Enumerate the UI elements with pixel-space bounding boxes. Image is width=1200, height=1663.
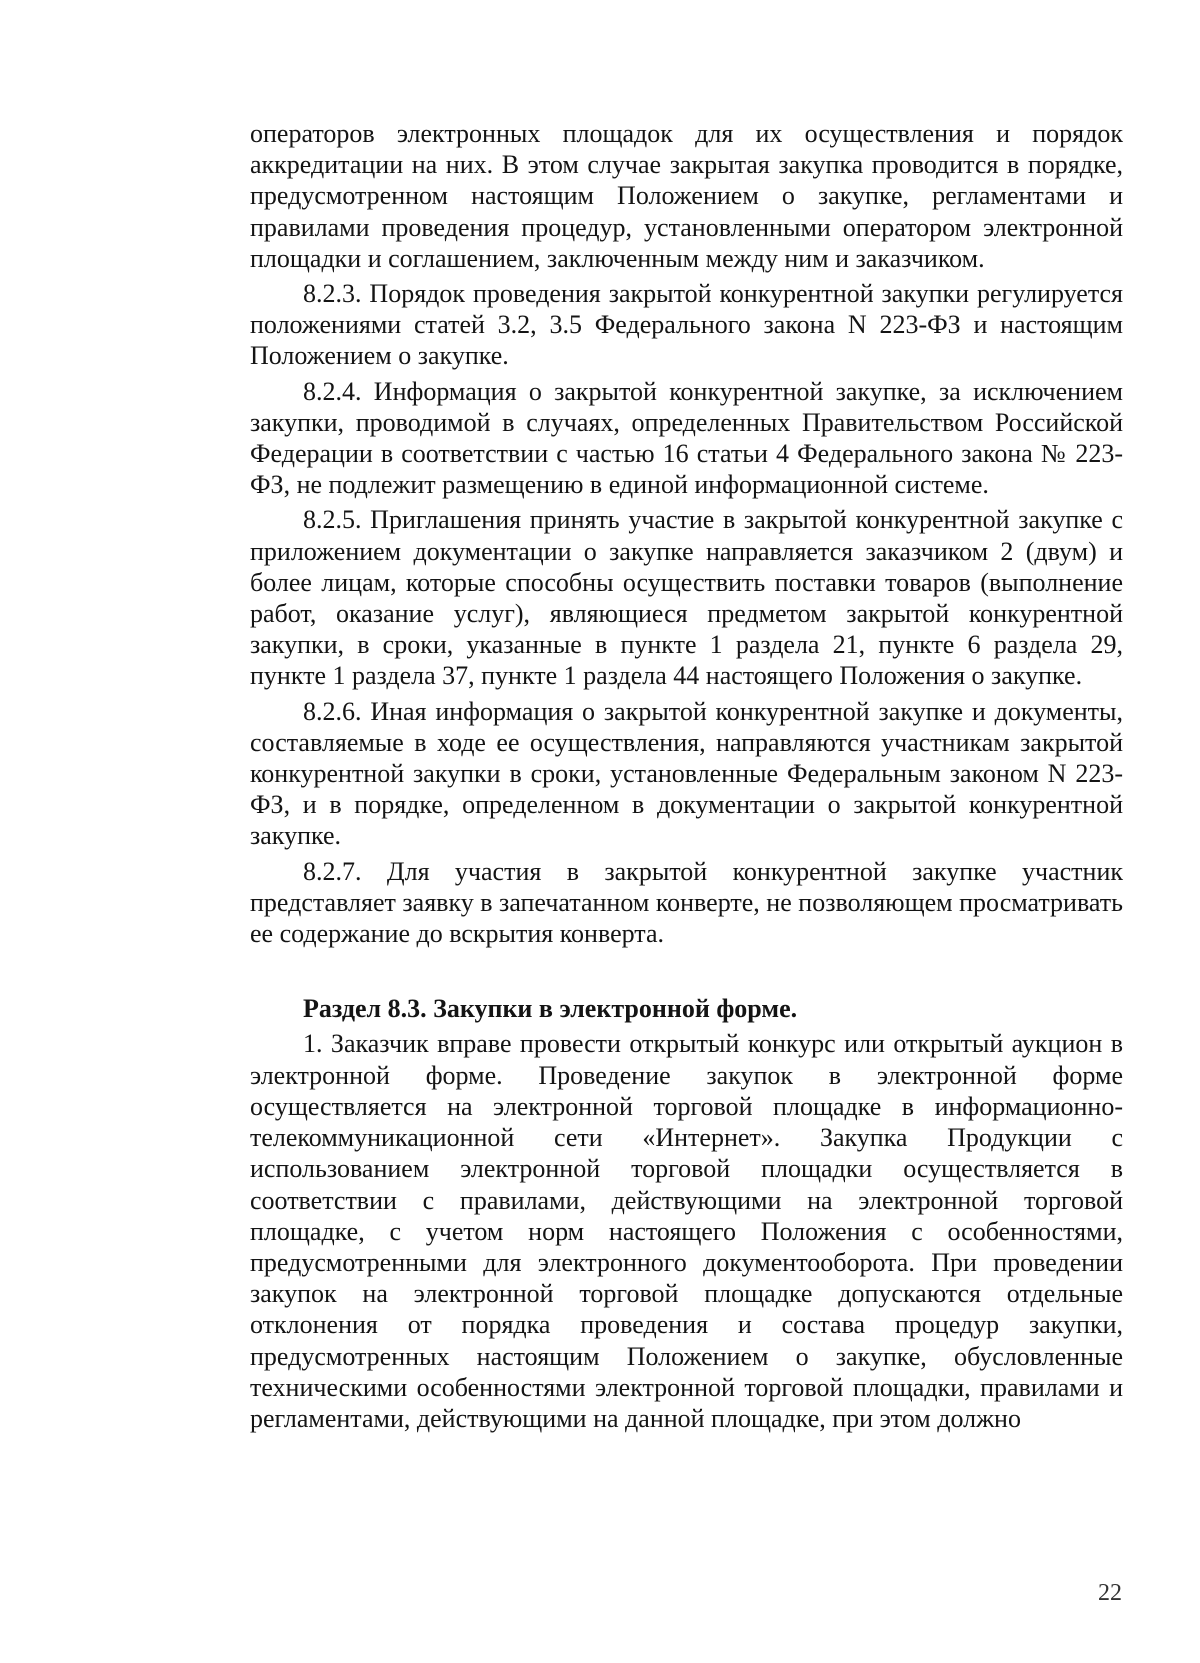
paragraph-8-2-5: 8.2.5. Приглашения принять участие в закрытой конкурентной закупке с приложением документации о закупке направляется заказчиком 2 (двум) и более лицам, которые способны осуществить поставки товаров (выполнение работ, оказание услуг), являющиеся предметом закрытой конкурентной закупки, в сроки, указанные в пункте 1 раздела 21, пункте 6 раздела 29, пункте 1 раздела 37, пункте 1 раздела 44 настоящего Положения о закупке. <box>250 505 1123 691</box>
paragraph-8-2-7: 8.2.7. Для участия в закрытой конкурентной закупке участник представляет заявку в запечатанном конверте, не позволяющем просматривать ее содержание до вскрытия конверта. <box>250 856 1123 949</box>
paragraph-continuation: операторов электронных площадок для их осуществления и порядок аккредитации на них. В этом случае закрытая закупка проводится в порядке, предусмотренном настоящим Положением о закупке, регламентами и правилами проведения процедур, установленными оператором электронной площадки и соглашением, заключенным между ним и заказчиком. <box>250 119 1123 273</box>
paragraph-8-2-3: 8.2.3. Порядок проведения закрытой конкурентной закупки регулируется положениями статей 3.2, 3.5 Федерального закона N 223-ФЗ и настоящим Положением о закупке. <box>250 279 1123 371</box>
page-number: 22 <box>1098 1580 1122 1606</box>
section-heading: Раздел 8.3. Закупки в электронной форме. <box>303 994 798 1024</box>
document-page <box>250 118 1123 1434</box>
paragraph-section-1: 1. Заказчик вправе провести открытый конкурс или открытый аукцион в электронной форме. Проведение закупок в электронной форме осуществляется на электронной торговой площадке в информационно-телекоммуникационной сети «Интернет». Закупка Продукции с использованием электронной торговой площадки осуществляется в соответствии с правилами, действующими на электронной торговой площадке, с учетом норм настоящего Положения с особенностями, предусмотренными для электронного документооборота. При проведении закупок на электронной торговой площадке допускаются отдельные отклонения от порядка проведения и состава процедур закупки, предусмотренных настоящим Положением о закупке, обусловленные техническими особенностями электронной торговой площадки, правилами и регламентами, действующими на данной площадке, при этом должно <box>250 1029 1123 1433</box>
paragraph-8-2-6: 8.2.6. Иная информация о закрытой конкурентной закупке и документы, составляемые в ходе ее осуществления, направляются участникам закрытой конкурентной закупки в сроки, установленные Федеральным законом N 223-ФЗ, и в порядке, определенном в документации о закрытой конкурентной закупке. <box>250 696 1123 851</box>
paragraph-8-2-4: 8.2.4. Информация о закрытой конкурентной закупке, за исключением закупки, проводимой в случаях, определенных Правительством Российской Федерации в соответствии с частью 16 статьи 4 Федерального закона № 223-ФЗ, не подлежит размещению в единой информационной системе. <box>250 376 1123 500</box>
